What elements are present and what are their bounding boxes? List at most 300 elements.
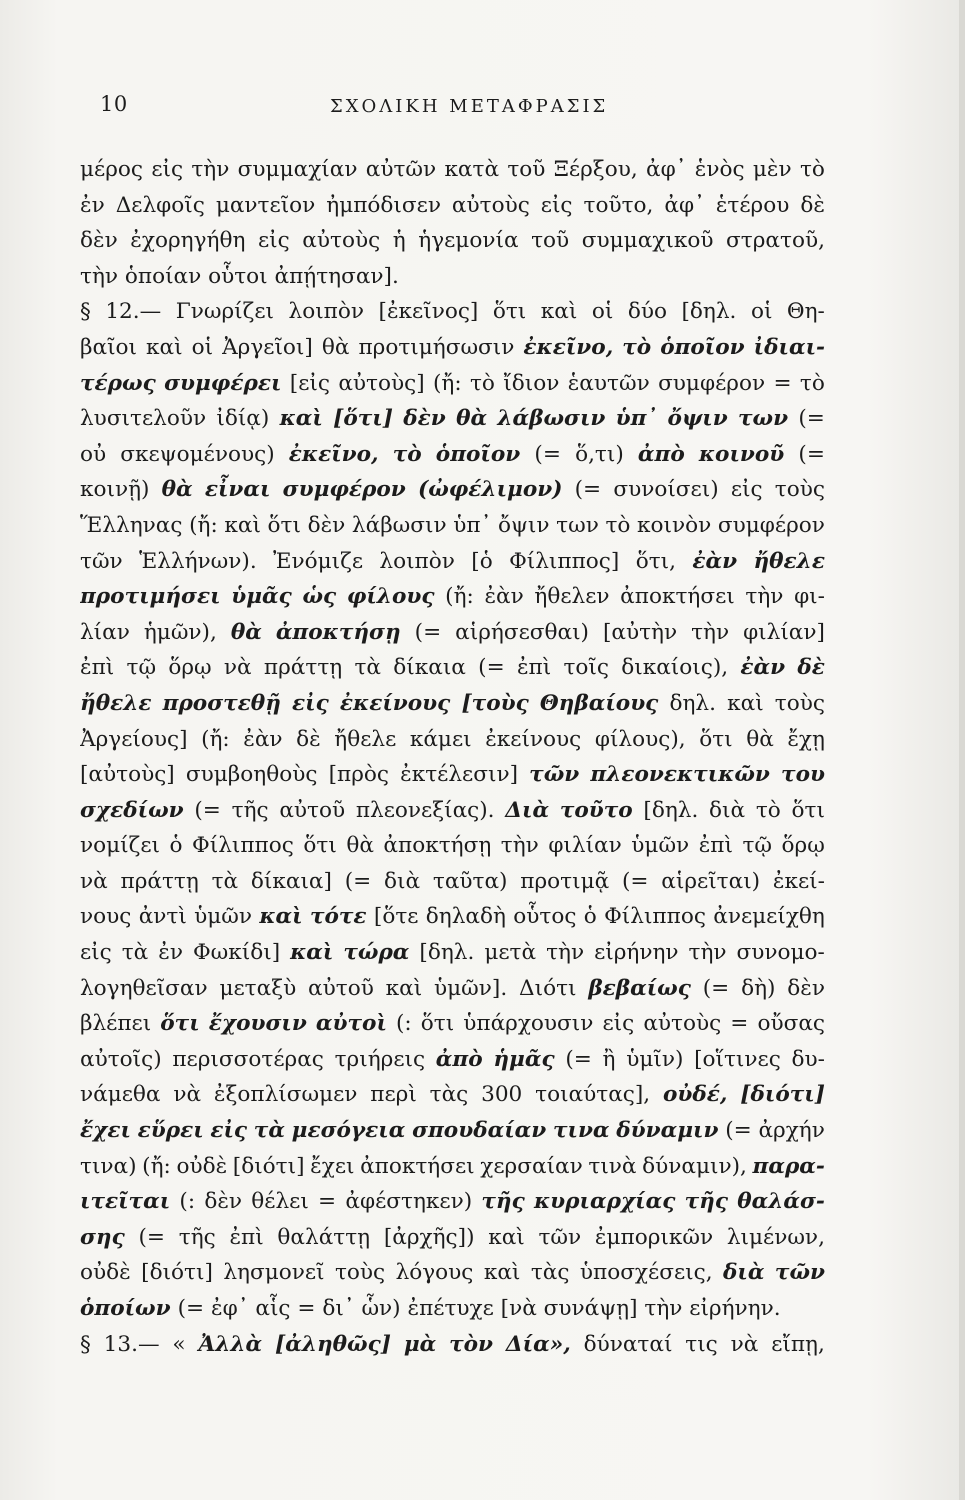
word: ὑπ᾽ (453, 512, 492, 538)
word: δηλαδὴ (425, 904, 506, 930)
word: δὲ (800, 192, 825, 218)
emphasized-word: διὰ (723, 1260, 765, 1286)
text-line (80, 152, 825, 188)
text-line (80, 615, 825, 651)
word: οἱ (191, 334, 214, 360)
word: ἐὰν (484, 584, 524, 610)
word: εἰς (730, 477, 763, 503)
emphasized-word: τῶν (529, 762, 580, 788)
word: διὰ (709, 797, 746, 823)
text-line (80, 1006, 825, 1042)
text-segment: (= ἐφ᾽ αἷς = δι᾽ ὧν) ἐπέτυχε [νὰ συνάψῃ] τὴν εἰρήνην. (177, 1296, 781, 1321)
word: θὰ (746, 726, 774, 752)
word: (= (138, 1224, 166, 1250)
emphasized-word: τότε (309, 904, 367, 930)
word: 300 (481, 1082, 523, 1108)
text-line (80, 722, 825, 758)
word: οἱ (750, 299, 773, 325)
emphasized-word: προστεθῇ (162, 690, 281, 716)
word: ἠμπόδισεν (326, 192, 441, 218)
word: ἐκτέλεσιν] (400, 762, 519, 788)
word: καὶ (488, 1224, 525, 1250)
emphasized-word: τὸ (622, 334, 652, 360)
word: λησμονεῖ (223, 1260, 325, 1286)
word: ἀνεμείχθη (713, 904, 825, 930)
word: τὸ (799, 370, 825, 396)
word: τῷ (126, 655, 157, 681)
word: Ἀργεῖοι] (222, 334, 313, 360)
page-header (100, 92, 840, 132)
text-line (80, 686, 825, 722)
word: ἐχορηγήθη (130, 228, 246, 254)
text-line (80, 437, 825, 473)
word: τοιαύτας], (535, 1082, 651, 1108)
word: ἑτέρου (715, 192, 790, 218)
running-title: ΣΧΟΛΙΚΗ ΜΕΤΑΦΡΑΣΙΣ (330, 96, 609, 117)
emphasized-word: συμφέρει (164, 370, 282, 396)
word: § (80, 299, 91, 325)
word: [δηλ. (643, 797, 699, 823)
emphasized-word: [τοὺς (461, 690, 529, 716)
word: [διότι] (232, 1153, 305, 1179)
word: [εἰς (289, 370, 330, 396)
text-line (80, 1077, 825, 1113)
word: ὅτι (699, 726, 733, 752)
emphasized-word: ὁποῖον (435, 441, 521, 467)
emphasized-word: λάβωσιν (497, 406, 606, 432)
emphasized-word: τῆς (684, 1189, 728, 1215)
emphasized-word: ἤθελε (80, 690, 152, 716)
word: Φίλιππος (604, 904, 706, 930)
word: τῶν (80, 548, 123, 574)
word: οὐδὲ (176, 1153, 228, 1179)
word: νὰ (223, 655, 252, 681)
body-text (80, 152, 825, 1362)
word: (= (702, 975, 730, 1001)
word: εἰς (540, 192, 573, 218)
emphasized-word: δύναμιν (616, 1118, 719, 1144)
word: αὐτῶν (365, 157, 437, 182)
word: § (80, 1331, 91, 1357)
emphasized-word: ἐὰν (740, 655, 786, 681)
word: προτιμήσωσιν (358, 334, 515, 360)
word: αὐτοῦ (308, 975, 374, 1001)
word: βαῖοι (80, 334, 137, 360)
word: ὑποσχέσεις, (579, 1260, 713, 1286)
emphasized-word: ιτεῖται (80, 1189, 171, 1215)
word: αὐτοὺς (451, 192, 530, 218)
word: συμβοηθοὺς (185, 762, 318, 788)
word: ἔχει (310, 1153, 355, 1179)
word: νὰ (173, 1082, 202, 1108)
word: τὰς (530, 1260, 570, 1286)
word: (= (798, 441, 825, 467)
word: Ἕλληνας (80, 512, 183, 538)
word: τὸ (605, 512, 631, 538)
word: τὰ (211, 868, 239, 894)
emphasized-word: ἔχει (80, 1118, 131, 1144)
word: μαντεῖον (215, 192, 316, 218)
word: λάβωσιν (351, 512, 447, 538)
emphasized-word: θαλάσ- (737, 1189, 825, 1215)
emphasized-word: (ὠφέλιμον) (417, 477, 563, 503)
word: καὶ (540, 299, 578, 325)
word: διὰ (384, 868, 421, 894)
text-line (80, 971, 825, 1007)
word: θαλάττῃ (277, 1224, 371, 1250)
word: [ἀρχῆς]) (383, 1224, 475, 1250)
word: ὄψιν (498, 512, 550, 538)
emphasized-word: οὐδέ, (663, 1082, 728, 1108)
word: φίλους), (594, 726, 686, 752)
word: ὅτι (267, 512, 301, 538)
word: τὴν (546, 940, 585, 966)
word: ἀποκτήσῃ (383, 833, 492, 859)
word: Φίλιππος] (509, 548, 620, 574)
word: τῆς (231, 797, 269, 823)
word: αὐτοὺς] (338, 370, 425, 396)
emphasized-word: ὁποῖον (660, 334, 745, 360)
word: τὰ (354, 655, 382, 681)
emphasized-word: ἡμᾶς (493, 1046, 555, 1072)
word: πλεονεξίας). (355, 797, 495, 823)
text-line (80, 899, 825, 935)
word: = (773, 370, 792, 396)
emphasized-word: προτιμήσει (80, 584, 221, 610)
word: ὑμῶν (631, 833, 690, 859)
text-line (80, 1327, 825, 1363)
word: Ἀργείους] (80, 726, 188, 752)
word: τὴν (191, 157, 230, 182)
emphasized-word: μὰ (403, 1331, 437, 1357)
word: προτιμᾷ (520, 868, 610, 894)
word: [αὐτοὺς] (80, 762, 175, 788)
word: τῆς (178, 1224, 216, 1250)
word: ἴδιον (503, 370, 560, 396)
word: ἐπὶ (516, 655, 552, 681)
word: ὑμῶν]. (434, 975, 508, 1001)
word: ἐκεί- (772, 868, 825, 894)
word: [ὁ (471, 548, 493, 574)
word: καὶ (483, 1260, 521, 1286)
word: αὐτοῖς) (80, 1046, 162, 1072)
word: (= (534, 441, 561, 467)
emphasized-word: Δία», (505, 1331, 571, 1357)
word: τοῦ (531, 228, 570, 254)
word: Θη- (786, 299, 825, 325)
emphasized-word: [διότι] (740, 1082, 825, 1108)
word: τῷ (742, 833, 773, 859)
word: λόγους (395, 1260, 474, 1286)
emphasized-word: ἀποκτήσῃ (275, 619, 401, 645)
emphasized-word: σης (80, 1224, 125, 1250)
word: φι- (794, 584, 825, 610)
word: μετὰ (484, 940, 537, 966)
word: [οἵτινες (694, 1046, 781, 1072)
word: [δηλ. (681, 299, 737, 325)
emphasized-word: φίλους (346, 584, 435, 610)
text-line (80, 259, 825, 295)
word: (: (395, 1011, 412, 1037)
word: ἐμπορικῶν (594, 1224, 714, 1250)
word: [δηλ. (419, 940, 475, 966)
word: λογηθεῖσαν (80, 975, 208, 1001)
word: μέρος (80, 157, 144, 182)
emphasized-word: τέρως (80, 370, 156, 396)
word: [ὅτε (373, 904, 419, 930)
word: ὅτι (492, 299, 527, 325)
word: τὸ (755, 797, 781, 823)
word: « (172, 1331, 186, 1357)
word: τὴν (745, 584, 784, 610)
text-line (80, 757, 825, 793)
word: συμφέρον (717, 512, 825, 538)
word: λιμένων, (726, 1224, 825, 1250)
emphasized-word: μεσόγεια (291, 1118, 406, 1144)
word: (= (414, 619, 442, 645)
word: τὴν (500, 833, 539, 859)
emphasized-word: ἤθελε (753, 548, 825, 574)
emphasized-word: ἔχουσιν (208, 1011, 307, 1037)
emphasized-word: πλεονεκτικῶν (590, 762, 770, 788)
word: ὑμῖν) (626, 1046, 684, 1072)
word: ἢ (602, 1046, 616, 1072)
text-line (80, 1255, 825, 1291)
word: = (318, 1189, 337, 1215)
emphasized-word: των (738, 406, 789, 432)
word: οὗτος (513, 904, 577, 930)
emphasized-word: κοινοῦ (698, 441, 785, 467)
word: νομίζει (80, 833, 160, 859)
word: δὲν (204, 1189, 243, 1215)
emphasized-word: δὲν (403, 406, 446, 432)
word: τὰς (429, 1082, 469, 1108)
word: (= (478, 655, 505, 681)
word: βλέπει (80, 1011, 152, 1037)
word: συμμαχικοῦ (581, 228, 714, 254)
word: τριήρεις (334, 1046, 426, 1072)
word: ἀντὶ (138, 904, 187, 930)
word: ἡγεμονία (418, 228, 519, 254)
word: δυ- (791, 1046, 825, 1072)
word: ἡμῶν), (143, 619, 217, 645)
word: θὰ (346, 833, 374, 859)
word: περισσοτέρας (172, 1046, 324, 1072)
word: φιλίαν] (743, 619, 825, 645)
emphasized-word: τὰ (253, 1118, 285, 1144)
emphasized-word: Θηβαίους (539, 690, 659, 716)
emphasized-word: θὰ (230, 619, 262, 645)
text-line (80, 544, 825, 580)
word: ταῦτα) (432, 868, 508, 894)
word: δίκαια] (250, 868, 332, 894)
word: ἐν (80, 192, 105, 218)
word: [αὐτὴν (602, 619, 678, 645)
word: ἐξοπλίσωμεν (213, 1082, 358, 1108)
word: αὐτοὺς (643, 1011, 722, 1037)
word: Δελφοῖς (115, 192, 205, 218)
emphasized-word: Διὰ (505, 797, 550, 823)
text-line (80, 330, 825, 366)
word: Φωκίδι] (192, 940, 281, 966)
text-line (80, 828, 825, 864)
word: δύναμιν), (642, 1153, 747, 1179)
word: ἐπὶ (80, 655, 115, 681)
word: δὲν (787, 975, 825, 1001)
word: περὶ (370, 1082, 417, 1108)
word: ἀρχήν (758, 1118, 825, 1144)
word: ὁ (583, 904, 597, 930)
word: καὶ (146, 334, 183, 360)
emphasized-word: ἐὰν (692, 548, 738, 574)
word: ἰδίᾳ) (216, 406, 270, 432)
word: οὔσας (757, 1011, 825, 1037)
word: ἤθελεν (534, 584, 610, 610)
word: Ἑλλήνων). (139, 548, 257, 574)
word: ὅτι, (635, 548, 676, 574)
word: (ἤ: (142, 1153, 171, 1179)
text-line (80, 1113, 825, 1149)
text-segment: τὴν ὁποίαν οὗτοι ἀπῄτησαν]. (80, 263, 399, 289)
word: Ξέρξου, (553, 157, 638, 182)
word: ἑαυτῶν (567, 370, 650, 396)
word: συμφέρον (658, 370, 766, 396)
emphasized-word: κυριαρχίας (533, 1189, 676, 1215)
emphasized-word: σπουδαίαν (412, 1118, 547, 1144)
word: κοινῇ) (80, 477, 150, 503)
word: λίαν (80, 619, 130, 645)
word: κατὰ (444, 157, 500, 182)
word: (= (725, 1118, 752, 1144)
word: σκεψομένους) (120, 441, 275, 467)
word: (ἤ: (189, 512, 218, 538)
text-line (80, 650, 825, 686)
word: (= (344, 868, 372, 894)
emphasized-word: ἐκείνους (339, 690, 451, 716)
word: χερσαίαν (480, 1153, 583, 1179)
word: (: (179, 1189, 196, 1215)
text-line (80, 1149, 825, 1185)
word: [πρὸς (328, 762, 389, 788)
word: μεταξὺ (219, 975, 297, 1001)
word: (ἤ: (432, 370, 462, 396)
word: ἀποκτήσει (360, 1153, 475, 1179)
emphasized-word: καὶ (290, 940, 334, 966)
text-line (80, 1291, 825, 1327)
emphasized-word: Ἀλλὰ (198, 1331, 263, 1357)
word: δηλ. (669, 690, 716, 716)
text-line (80, 508, 825, 544)
word: ἐκείνους (485, 726, 582, 752)
word: ἀφ᾽ (645, 157, 687, 182)
emphasized-word: εὕρει (137, 1118, 204, 1144)
word: ἡ (392, 228, 406, 254)
word: δὲν (307, 512, 346, 538)
word: νὰ (730, 1331, 759, 1357)
text-line (80, 864, 825, 900)
word: Γνωρίζει (175, 299, 275, 325)
word: κάμει (409, 726, 472, 752)
emphasized-word: τώρα (343, 940, 410, 966)
word: οἱ (591, 299, 614, 325)
emphasized-word: του (781, 762, 825, 788)
emphasized-word: τὸ (392, 441, 422, 467)
word: ὅτι (791, 797, 825, 823)
word: στρατοῦ, (726, 228, 825, 254)
word: ἐπὶ (698, 833, 733, 859)
word: αἱρήσεσθαι) (455, 619, 589, 645)
word: λοιπὸν (379, 548, 455, 574)
word: ὁ (169, 833, 183, 859)
word: δὲν (80, 228, 118, 254)
word: τοῦτο, (583, 192, 654, 218)
word: μὲν (752, 157, 792, 182)
page-edge-shadow (959, 0, 965, 1500)
word: Διότι (519, 975, 577, 1001)
word: λοιπὸν (288, 299, 365, 325)
text-line (80, 793, 825, 829)
emphasized-word: ἐκεῖνο, (288, 441, 379, 467)
word: πράττῃ (120, 868, 199, 894)
word: φιλίαν (548, 833, 622, 859)
word: νάμεθα (80, 1082, 161, 1108)
emphasized-word: θὰ (456, 406, 488, 432)
word: ἐὰν (243, 726, 283, 752)
emphasized-word: εἶναι (204, 477, 271, 503)
word: ὅτι (303, 833, 337, 859)
emphasized-word: σχεδίων (80, 797, 184, 823)
page-number: 10 (100, 92, 128, 116)
emphasized-word: συμφέρον (282, 477, 406, 503)
word: των (556, 512, 599, 538)
word: τὴν (688, 940, 727, 966)
word: δὲ (296, 726, 321, 752)
emphasized-text: ὁποίων (80, 1296, 171, 1321)
word: εἰς (257, 228, 290, 254)
emphasized-word: ὄψιν (667, 406, 728, 432)
text-line (80, 472, 825, 508)
word: ἀποκτήσει (620, 584, 735, 610)
word: πράττῃ (263, 655, 343, 681)
emphasized-word: τῶν (774, 1260, 825, 1286)
word: δύο (627, 299, 667, 325)
word: συμμαχίαν (237, 157, 358, 182)
word: Ἐνόμιζε (273, 548, 364, 574)
emphasized-word: δὲ (797, 655, 825, 681)
word: τοὺς (774, 477, 825, 503)
word: ἑνὸς (694, 157, 745, 182)
emphasized-word: ὑπ᾽ (615, 406, 658, 432)
word: εἴπῃ, (771, 1331, 825, 1357)
emphasized-word: παρα- (752, 1153, 825, 1179)
word: συνομο- (736, 940, 825, 966)
word: ἐπὶ (229, 1224, 264, 1250)
word: αἱρεῖται) (661, 868, 761, 894)
word: ὅρῳ (781, 833, 825, 859)
word: νους (80, 904, 132, 930)
word: νὰ (80, 868, 108, 894)
text-line (80, 188, 825, 224)
word: ὅ,τι) (575, 441, 624, 467)
word: δὴ) (741, 975, 776, 1001)
word: τοὺς (774, 690, 825, 716)
word: τῶν (538, 1224, 582, 1250)
word: καὶ (727, 690, 764, 716)
word: θέλει (251, 1189, 309, 1215)
text-line (80, 1184, 825, 1220)
word: (= (798, 406, 825, 432)
word: τινὰ (588, 1153, 637, 1179)
